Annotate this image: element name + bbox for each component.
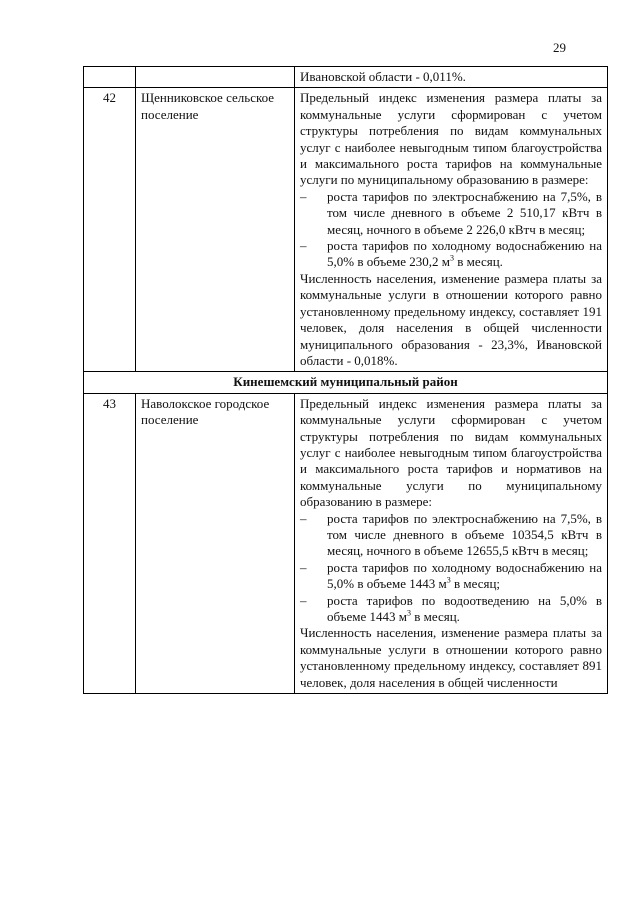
table-row-43 — [84, 393, 608, 693]
item-text-end: в месяц; — [450, 576, 501, 592]
municipality-name: Щенниковское сельское поселение — [136, 88, 295, 372]
section-header-row — [84, 372, 608, 393]
list-item — [300, 560, 602, 593]
index-intro: Предельный индекс изменения размера платы за коммунальные услуги сформирован с учетом структуры потребления по видам коммунальных услуг с наиболее невыгодным типом благоустройства и максимального роста тарифов на коммунальные услуги по муниципальному образованию в размере: — [300, 90, 602, 188]
description-cell — [295, 393, 608, 693]
index-intro: Предельный индекс изменения размера платы за коммунальные услуги сформирован с учетом структуры потребления по видам коммунальных услуг с наиболее невыгодным типом благоустройства и максимального роста тарифов и нормативов на коммунальные услуги по муниципальному образованию в размере: — [300, 395, 602, 510]
dash-marker: – — [300, 559, 307, 575]
page-number: 29 — [553, 40, 566, 55]
list-item — [300, 238, 602, 271]
item-text: роста тарифов по водоотведению на 5,0% в объеме 1443 м — [327, 592, 602, 624]
table-row-continuation — [84, 67, 608, 88]
table-row-42 — [84, 88, 608, 372]
dash-marker: – — [300, 238, 307, 254]
unit-superscript: 3 — [446, 575, 451, 585]
wastewater-tariff-item — [327, 593, 602, 626]
list-item — [300, 189, 602, 238]
municipality-name-cell — [136, 67, 295, 88]
dash-marker: – — [300, 592, 307, 608]
population-summary: Численность населения, изменение размера платы за коммунальные услуги в отношении которого равно установленному предельному индексу, составляет 891 человек, доля населения в общей численности — [300, 625, 602, 690]
municipality-name: Наволокское городское поселение — [136, 393, 295, 693]
continuation-text: Ивановской области - 0,011%. — [300, 69, 466, 84]
item-text-end: в месяц. — [411, 609, 460, 624]
list-item — [300, 593, 602, 626]
unit-superscript: 3 — [449, 254, 454, 264]
row-number: 42 — [84, 88, 136, 372]
item-text: роста тарифов по холодному водоснабжению на 5,0% в объеме 1443 м — [327, 559, 602, 592]
dash-marker: – — [300, 188, 307, 204]
population-summary: Численность населения, изменение размера платы за коммунальные услуги в отношении которого равно установленному предельному индексу, составляет 191 человек, доля населения в общей численности муниципального образования - 23,3%, Ивановской области - 0,018%. — [300, 270, 602, 368]
row-number: 43 — [84, 393, 136, 693]
district-title: Кинешемский муниципальный район — [84, 372, 608, 393]
list-item — [300, 511, 602, 560]
description-cell — [295, 88, 608, 372]
dash-marker: – — [300, 510, 307, 526]
row-number-cell — [84, 67, 136, 88]
tariff-index-table — [83, 66, 608, 694]
unit-superscript: 3 — [407, 608, 412, 618]
item-text: роста тарифов по холодному водоснабжению на 5,0% в объеме 230,2 м — [327, 238, 602, 270]
description-cell — [295, 67, 608, 88]
cold-water-tariff-item — [327, 238, 602, 271]
cold-water-tariff-item — [327, 560, 602, 593]
electricity-tariff-item: роста тарифов по электроснабжению на 7,5%, в том числе дневного в объеме 2 510,17 кВтч в месяц, ночного в объеме 2 226,0 кВтч в месяц; — [327, 188, 602, 237]
electricity-tariff-item: роста тарифов по электроснабжению на 7,5%, в том числе дневного в объеме 10354,5 кВтч в месяц, ночного в объеме 12655,5 кВтч в месяц; — [327, 510, 602, 559]
item-text-end: в месяц. — [453, 254, 503, 270]
